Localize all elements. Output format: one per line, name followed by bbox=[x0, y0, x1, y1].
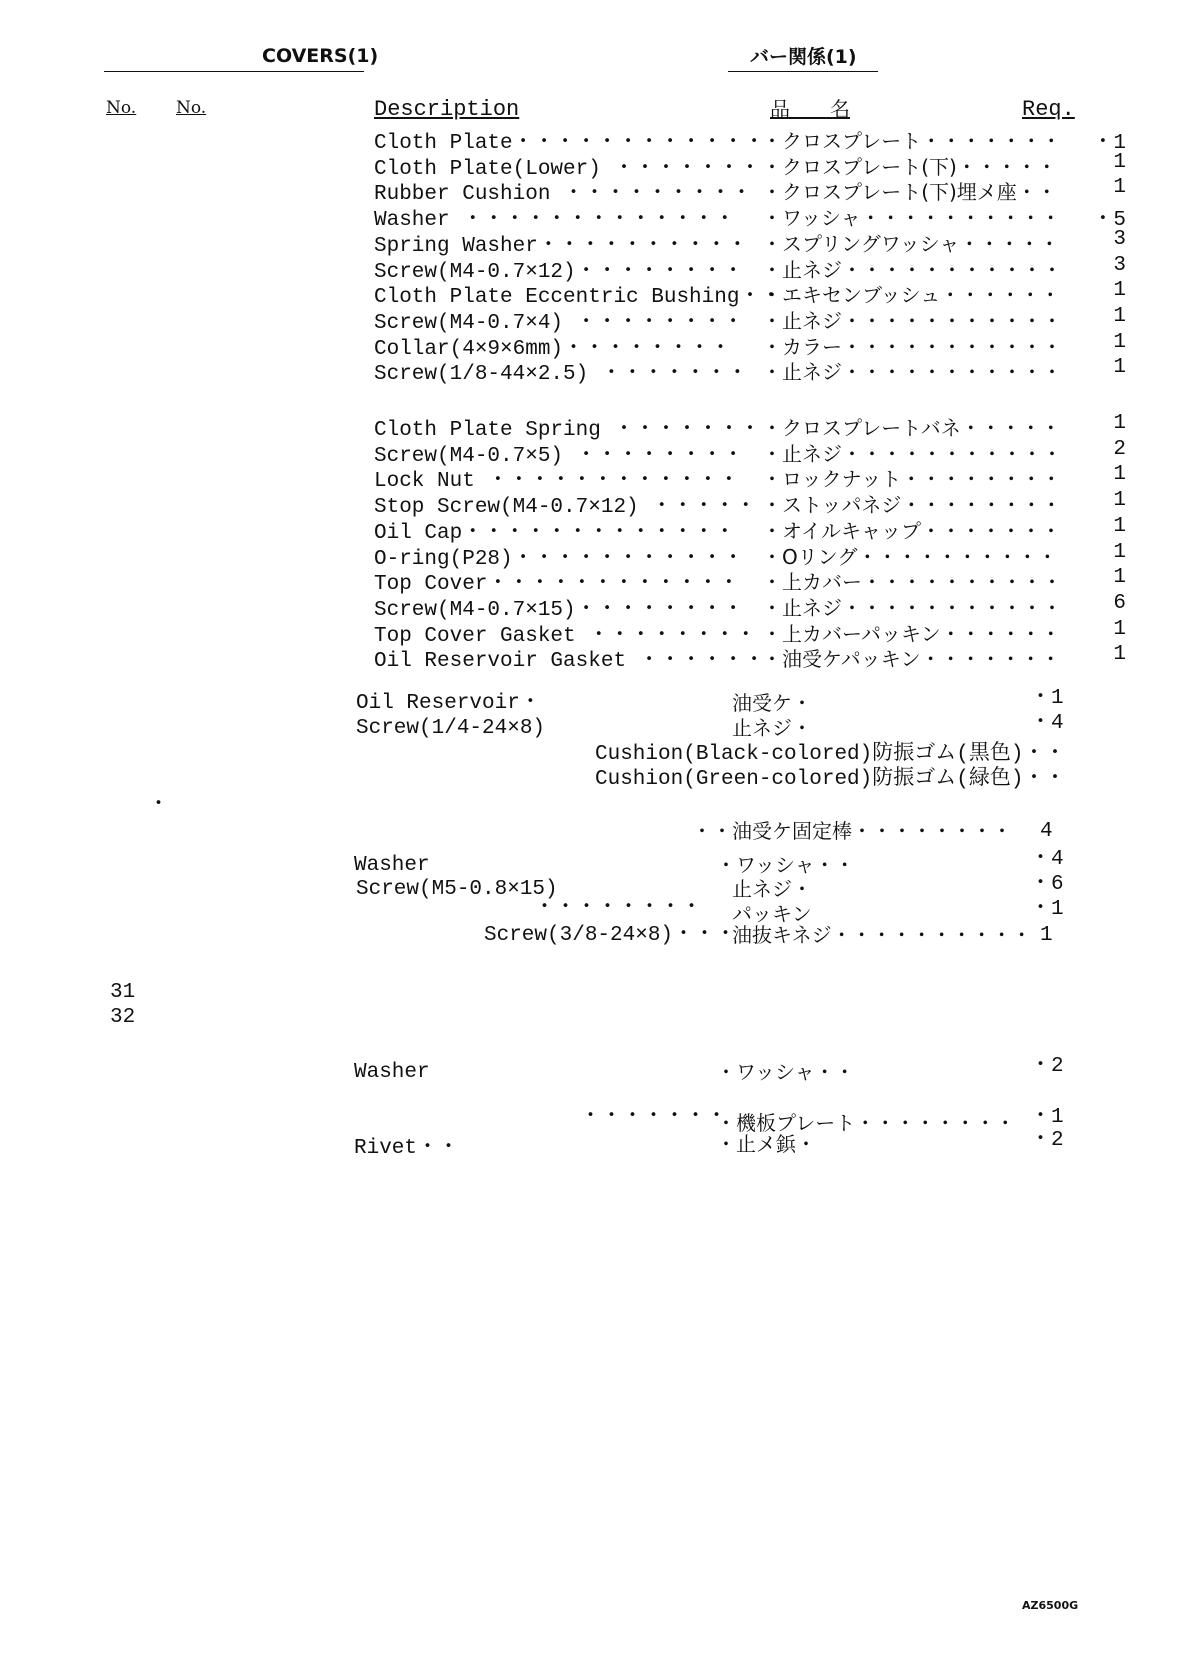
screw-m5-desc: Screw(M5-0.8×15) bbox=[356, 878, 558, 901]
gasket-dots: ・・・・・・・・ bbox=[534, 897, 702, 920]
screw-m5-req: ・6 bbox=[1030, 873, 1064, 896]
part-description: Screw(M4-0.7×15)・・・・・・・・ bbox=[374, 598, 744, 622]
part-name-jp: ・ワッシャ・・・・・・・・・・ bbox=[762, 206, 1061, 231]
oil-reservoir-rod-req: 4 bbox=[1040, 820, 1053, 843]
parts-row bbox=[374, 463, 1126, 494]
part-description: Washer ・・・・・・・・・・・・・ bbox=[374, 209, 736, 233]
part-name-jp: ・上カバーパッキン・・・・・・ bbox=[762, 621, 1061, 646]
parts-row bbox=[374, 489, 1126, 520]
part-name-jp: ・Oリング・・・・・・・・・・ bbox=[762, 544, 1058, 569]
part-description: Oil Reservoir Gasket ・・・・・・ bbox=[374, 650, 765, 674]
part-quantity: 1 bbox=[1113, 412, 1126, 435]
part-quantity: 6 bbox=[1113, 591, 1126, 615]
part-quantity: 1 bbox=[1113, 566, 1126, 590]
part-name-jp: ・止ネジ・・・・・・・・・・・ bbox=[762, 360, 1062, 385]
part-name-jp: ・カラー・・・・・・・・・・・ bbox=[762, 334, 1062, 359]
oil-reservoir-req: ・1 bbox=[1030, 687, 1064, 710]
cushion-black: Cushion(Black-colored)防振ゴム(黒色)・・ bbox=[595, 743, 1066, 766]
part-quantity: 1 bbox=[1113, 279, 1126, 303]
part-name-jp: ・ロックナット・・・・・・・・ bbox=[762, 467, 1062, 492]
part-quantity: ・5 bbox=[1092, 209, 1126, 233]
part-quantity: 3 bbox=[1113, 253, 1126, 277]
gasket-req: ・1 bbox=[1030, 898, 1064, 921]
part-quantity: 1 bbox=[1113, 489, 1126, 513]
part-name-jp: ・油受ケパッキン・・・・・・・ bbox=[762, 647, 1061, 672]
part-description: Lock Nut ・・・・・・・・・・・・ bbox=[374, 470, 740, 494]
part-name-jp: ・スプリングワッシャ・・・・・ bbox=[762, 231, 1060, 256]
part-description: Spring Washer・・・・・・・・・・ bbox=[374, 234, 748, 258]
part-description: Collar(4×9×6mm)・・・・・・・・ bbox=[374, 337, 732, 361]
parts-row bbox=[374, 412, 1126, 442]
title-rule-left bbox=[104, 71, 364, 72]
parts-row bbox=[374, 227, 1126, 258]
part-name-jp: ・オイルキャップ・・・・・・・ bbox=[762, 518, 1061, 543]
part-description: O-ring(P28)・・・・・・・・・・・ bbox=[374, 547, 744, 571]
drain-screw-desc: Screw(3/8-24×8)・・・ bbox=[484, 924, 737, 947]
column-no-1: No. bbox=[106, 98, 137, 118]
parts-row bbox=[374, 150, 1126, 181]
washer-jp: ・ワッシャ・・ bbox=[716, 853, 855, 877]
oil-reservoir-jp: 油受ケ・ bbox=[732, 691, 812, 715]
bed-plate-jp: ・機板プレート・・・・・・・・ bbox=[716, 1111, 1016, 1135]
part-description: Cloth Plate Eccentric Bushing・・ bbox=[374, 286, 782, 310]
washer-2-jp: ・ワッシャ・・ bbox=[716, 1060, 855, 1084]
part-quantity: 1 bbox=[1113, 330, 1126, 354]
parts-row bbox=[374, 643, 1126, 674]
part-quantity: 1 bbox=[1113, 643, 1126, 667]
cushion-green: Cushion(Green-colored)防振ゴム(緑色)・・ bbox=[595, 768, 1066, 791]
part-description: Screw(M4-0.7×12)・・・・・・・・ bbox=[374, 260, 744, 284]
washer-2-desc: Washer bbox=[354, 1061, 430, 1084]
screw-1-4-desc: Screw(1/4-24×8) bbox=[356, 717, 546, 740]
parts-row bbox=[374, 591, 1126, 622]
bed-plate-req: ・1 bbox=[1030, 1106, 1064, 1129]
parts-row bbox=[374, 617, 1126, 648]
part-quantity: 3 bbox=[1113, 227, 1126, 251]
part-quantity: 2 bbox=[1113, 437, 1126, 461]
item-number-32: 32 bbox=[110, 1006, 136, 1029]
title-rule-right bbox=[728, 71, 878, 72]
parts-row bbox=[374, 279, 1126, 310]
column-no-2: No. bbox=[176, 98, 207, 118]
parts-row bbox=[374, 330, 1126, 361]
part-name-jp: ・止ネジ・・・・・・・・・・・ bbox=[762, 257, 1062, 282]
parts-row bbox=[374, 176, 1126, 207]
part-name-jp: ・クロスプレート(下)・・・・・ bbox=[762, 154, 1057, 179]
part-description: Top Cover Gasket ・・・・・・・・ bbox=[374, 624, 757, 648]
part-description: Screw(M4-0.7×4) ・・・・・・・・ bbox=[374, 311, 744, 335]
parts-row bbox=[374, 356, 1126, 387]
part-description: Top Cover・・・・・・・・・・・・ bbox=[374, 573, 740, 597]
screw-1-4-req: ・4 bbox=[1030, 712, 1064, 735]
column-name-jp: 品 名 bbox=[770, 97, 850, 121]
page-title-jp: バー関係(1) bbox=[750, 46, 857, 68]
part-name-jp: ・止ネジ・・・・・・・・・・・ bbox=[762, 441, 1062, 466]
part-name-jp: ・エキセンブッシュ・・・・・・ bbox=[762, 283, 1061, 308]
part-quantity: 1 bbox=[1113, 540, 1126, 564]
part-description: Screw(1/8-44×2.5) ・・・・・・・ bbox=[374, 363, 748, 387]
part-description: Cloth Plate(Lower) ・・・・・・・ bbox=[374, 157, 761, 181]
bed-plate-dots: ・・・・・・・ bbox=[580, 1106, 727, 1129]
part-description: Cloth Plate Spring ・・・・・・・ bbox=[374, 419, 761, 442]
part-description: Stop Screw(M4-0.7×12) ・・・・・ bbox=[374, 496, 757, 520]
part-name-jp: ・止ネジ・・・・・・・・・・・ bbox=[762, 595, 1062, 620]
part-name-jp: ・クロスプレート・・・・・・・ bbox=[762, 129, 1062, 153]
part-name-jp: ・止ネジ・・・・・・・・・・・ bbox=[762, 308, 1062, 333]
page-title-en: COVERS(1) bbox=[262, 45, 379, 67]
column-description: Description bbox=[374, 97, 520, 122]
column-req: Req. bbox=[1022, 97, 1075, 122]
parts-row bbox=[374, 125, 1126, 155]
rivet-desc: Rivet・・ bbox=[354, 1137, 460, 1160]
part-name-jp: ・クロスプレートバネ・・・・・ bbox=[762, 416, 1061, 440]
part-description: Screw(M4-0.7×5) ・・・・・・・・ bbox=[374, 444, 744, 468]
washer-req: ・4 bbox=[1030, 848, 1064, 871]
part-quantity: 1 bbox=[1113, 176, 1126, 200]
washer-2-req: ・2 bbox=[1030, 1055, 1064, 1078]
part-description: Oil Cap・・・・・・・・・・・・・ bbox=[374, 521, 736, 545]
gasket-jp: パッキン bbox=[732, 902, 812, 926]
screw-1-4-jp: 止ネジ・ bbox=[732, 716, 812, 740]
drain-screw-jp: 油抜キネジ・・・・・・・・・・ bbox=[732, 923, 1032, 947]
part-quantity: 1 bbox=[1113, 514, 1126, 538]
oil-reservoir-desc: Oil Reservoir・ bbox=[356, 692, 541, 715]
part-quantity: 1 bbox=[1113, 304, 1126, 328]
parts-row bbox=[374, 514, 1126, 545]
document-code: AZ6500G bbox=[1022, 1599, 1079, 1612]
part-description: Rubber Cushion ・・・・・・・・・ bbox=[374, 183, 753, 207]
screw-m5-jp: 止ネジ・ bbox=[732, 877, 812, 901]
parts-row bbox=[374, 540, 1126, 571]
part-quantity: 1 bbox=[1113, 463, 1126, 487]
stray-dot: ・ bbox=[148, 794, 169, 817]
parts-row bbox=[374, 437, 1126, 468]
rivet-jp: ・止メ鋲・ bbox=[716, 1132, 816, 1156]
washer-desc: Washer bbox=[354, 854, 430, 877]
part-quantity: ・1 bbox=[1092, 132, 1126, 155]
part-name-jp: ・上カバー・・・・・・・・・・ bbox=[762, 570, 1062, 595]
part-quantity: 1 bbox=[1113, 356, 1126, 380]
part-name-jp: ・クロスプレート(下)埋メ座・・ bbox=[762, 180, 1057, 205]
parts-row bbox=[374, 253, 1126, 284]
part-quantity: 1 bbox=[1113, 617, 1126, 641]
parts-row bbox=[374, 566, 1126, 597]
parts-row bbox=[374, 304, 1126, 335]
part-description: Cloth Plate・・・・・・・・・・・・ bbox=[374, 132, 765, 155]
parts-row bbox=[374, 202, 1126, 233]
part-name-jp: ・ストッパネジ・・・・・・・・ bbox=[762, 493, 1062, 518]
rivet-req: ・2 bbox=[1030, 1129, 1064, 1152]
oil-reservoir-rod-jp: ・・油受ケ固定棒・・・・・・・・ bbox=[692, 819, 1012, 843]
drain-screw-req: 1 bbox=[1040, 924, 1053, 947]
part-quantity: 1 bbox=[1113, 150, 1126, 174]
item-number-31: 31 bbox=[110, 981, 136, 1004]
